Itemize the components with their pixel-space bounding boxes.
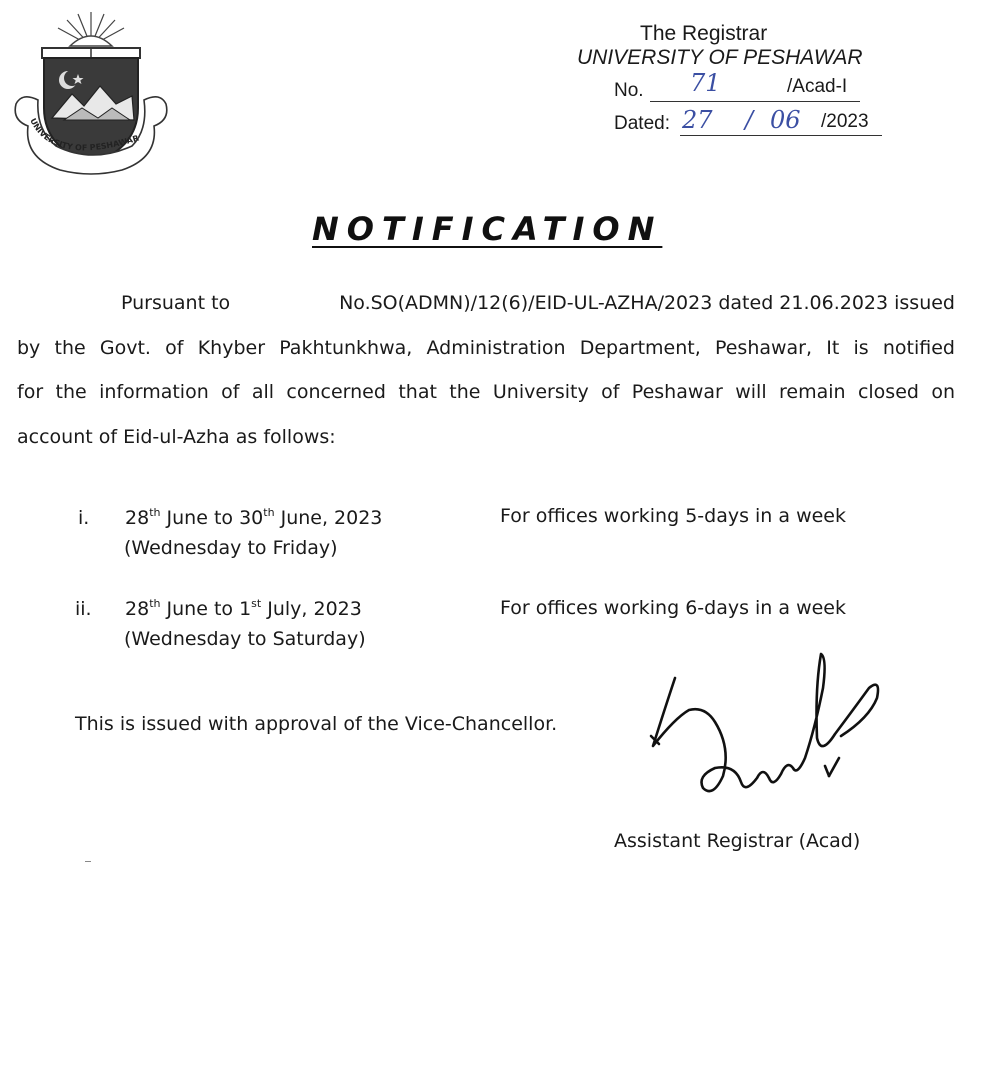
scan-mark: [85, 861, 91, 862]
body-line-4: account of Eid-ul-Azha as follows:: [17, 426, 336, 448]
date-month-handwritten: 06: [770, 106, 801, 134]
body-line-1-reference: No.SO(ADMN)/12(6)/EID-UL-AZHA/2023 dated 21.06.2023 issued: [339, 292, 955, 314]
schedule-item-days: (Wednesday to Friday): [124, 537, 338, 559]
schedule-item-applies-to: For offices working 5-days in a week: [500, 505, 846, 527]
seal-ring-text: UNIVERSITY OF PESHAWAR: [28, 116, 140, 153]
body-line-3: for the information of all concerned that the University of Peshawar will remain closed on: [17, 381, 955, 403]
approval-statement: This is issued with approval of the Vice-Chancellor.: [75, 713, 558, 735]
schedule-to-day: 1: [239, 598, 252, 620]
schedule-from-day: 28: [125, 507, 150, 529]
university-seal-logo: [12, 8, 170, 176]
reference-number-suffix: /Acad-I: [787, 76, 848, 97]
schedule-item-dates: [125, 507, 382, 529]
body-line-1: [17, 292, 955, 314]
handwritten-signature: [645, 648, 885, 828]
signatory-title: Assistant Registrar (Acad): [614, 830, 861, 852]
reference-number-label: No.: [614, 80, 644, 101]
notification-title: NOTIFICATION: [312, 210, 663, 248]
schedule-item-days: (Wednesday to Saturday): [124, 628, 366, 650]
schedule-to-text: July, 2023: [261, 598, 362, 620]
schedule-to-day: 30: [239, 507, 264, 529]
body-line-2: by the Govt. of Khyber Pakhtunkhwa, Administration Department, Peshawar, It is notified: [17, 337, 955, 359]
date-day-handwritten: 27: [682, 106, 713, 134]
schedule-from-ordinal: th: [149, 506, 161, 519]
schedule-from-ordinal: th: [149, 597, 161, 610]
date-year: /2023: [821, 111, 869, 132]
reference-number-handwritten: 71: [690, 69, 721, 97]
schedule-from-day: 28: [125, 598, 150, 620]
schedule-item-dates: [125, 598, 362, 620]
schedule-item-marker: i.: [78, 507, 90, 529]
university-name: UNIVERSITY OF PESHAWAR: [577, 46, 863, 69]
schedule-item-applies-to: For offices working 6-days in a week: [500, 597, 846, 619]
schedule-from-text: June to: [160, 507, 240, 529]
schedule-to-ordinal: st: [251, 597, 262, 610]
schedule-item-marker: ii.: [75, 598, 92, 620]
reference-number-underline: [650, 101, 860, 102]
date-separator-handwritten: /: [745, 106, 754, 134]
date-underline: [680, 135, 882, 136]
schedule-to-ordinal: th: [263, 506, 275, 519]
schedule-to-text: June, 2023: [274, 507, 383, 529]
registrar-title: The Registrar: [640, 22, 768, 45]
date-label: Dated:: [614, 113, 670, 134]
body-line-1-lead: Pursuant to: [121, 292, 231, 314]
schedule-from-text: June to: [160, 598, 240, 620]
